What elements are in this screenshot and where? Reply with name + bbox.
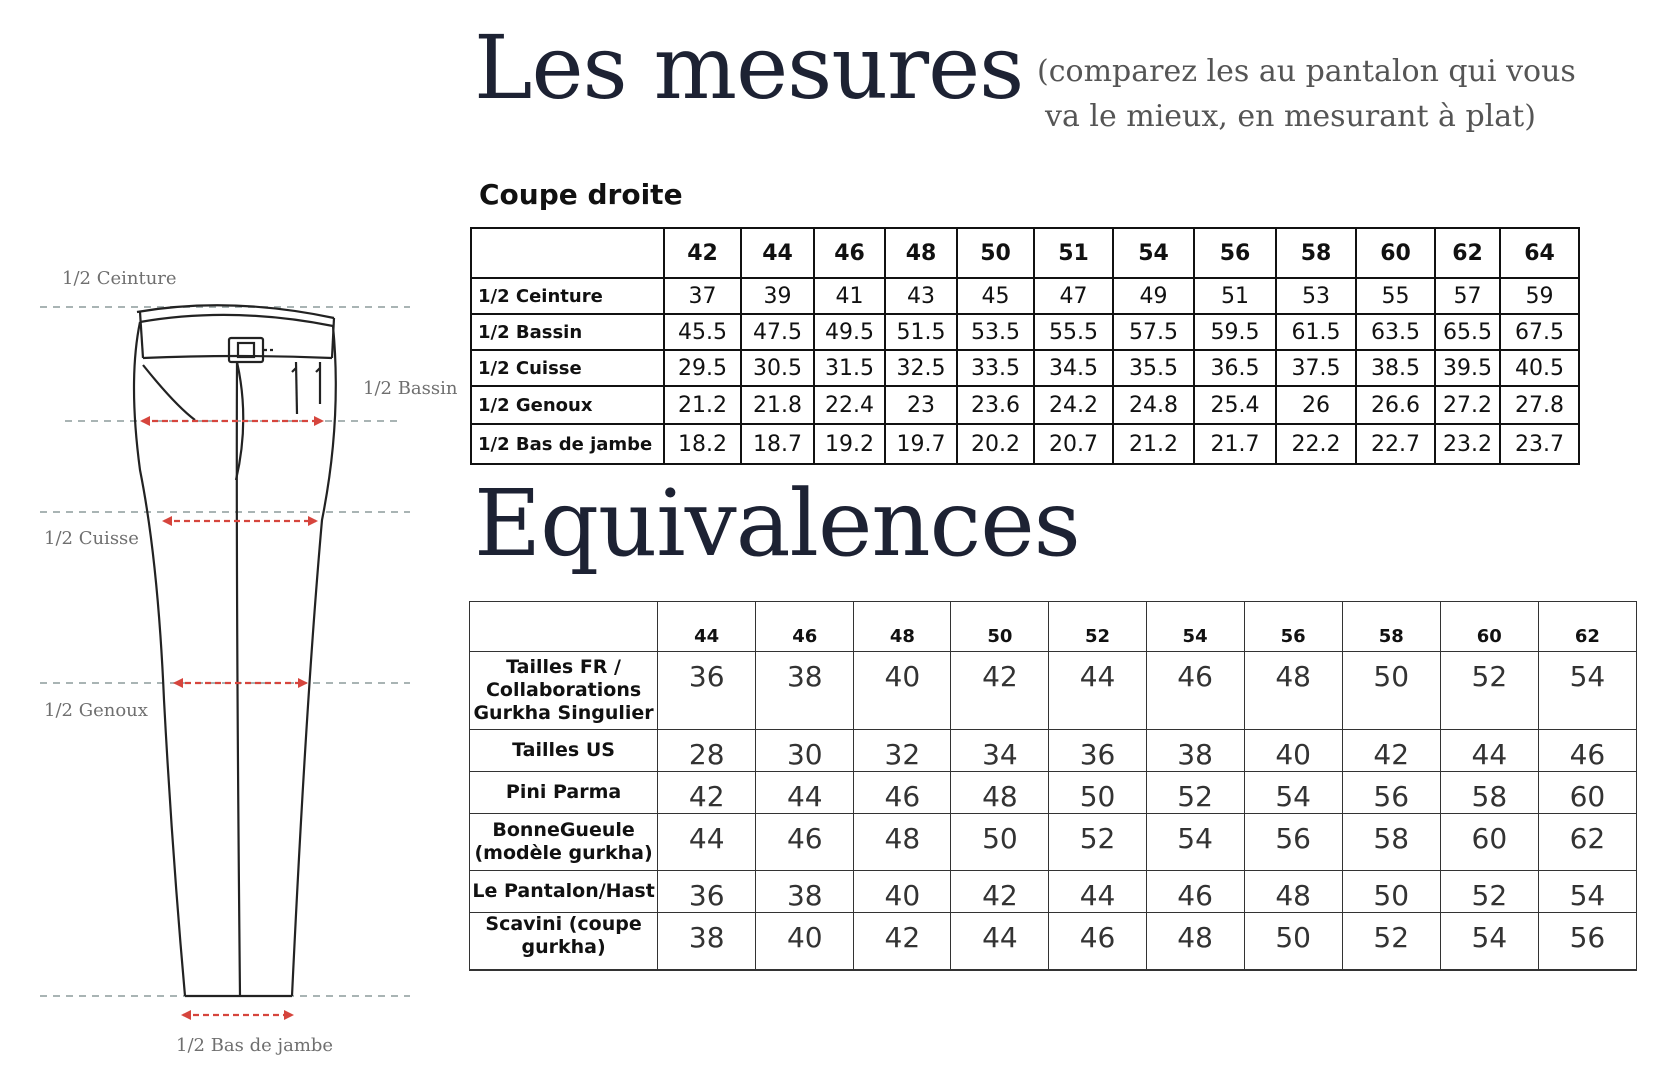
equivalences-table [469, 601, 1637, 971]
equivalence-cell: 50 [1244, 913, 1342, 971]
equivalence-cell: 44 [1049, 871, 1146, 913]
measurement-cell: 47.5 [741, 314, 814, 350]
equivalence-cell: 40 [1244, 730, 1342, 772]
equivalence-cell: 46 [1146, 871, 1244, 913]
equivalence-cell: 38 [1146, 730, 1244, 772]
equivalence-cell: 46 [1146, 652, 1244, 730]
measurement-cell: 49.5 [814, 314, 885, 350]
measurement-cell: 18.7 [741, 424, 814, 464]
measurement-cell: 53.5 [957, 314, 1034, 350]
equivalence-cell: 52 [1342, 913, 1440, 971]
measurement-cell: 24.2 [1034, 386, 1113, 424]
guide-lines [40, 307, 410, 996]
measurement-cell: 25.4 [1194, 386, 1276, 424]
label-bassin: 1/2 Bassin [363, 378, 458, 399]
measurement-cell: 23 [885, 386, 957, 424]
equivalence-cell: 46 [854, 772, 951, 814]
equivalence-cell: 50 [1342, 652, 1440, 730]
measurement-cell: 45 [957, 278, 1034, 314]
equivalence-cell: 44 [658, 814, 756, 871]
measurement-cell: 37 [664, 278, 741, 314]
table-row [471, 278, 1579, 314]
measurement-cell: 20.7 [1034, 424, 1113, 464]
equivalence-cell: 36 [658, 652, 756, 730]
measurement-cell: 29.5 [664, 350, 741, 386]
size-header-cell: 58 [1342, 602, 1440, 652]
row-label: BonneGueule (modèle gurkha) [470, 814, 658, 871]
row-label: 1/2 Bas de jambe [471, 424, 664, 464]
measurement-cell: 30.5 [741, 350, 814, 386]
measurement-cell: 41 [814, 278, 885, 314]
equivalence-cell: 50 [1342, 871, 1440, 913]
size-header-cell: 48 [854, 602, 951, 652]
measurement-cell: 23.2 [1435, 424, 1500, 464]
equivalence-cell: 56 [1342, 772, 1440, 814]
equivalence-cell: 60 [1440, 814, 1538, 871]
row-label: 1/2 Ceinture [471, 278, 664, 314]
trouser-outline [134, 305, 336, 996]
equivalence-cell: 34 [951, 730, 1049, 772]
table-header-row [470, 602, 1637, 652]
table-header-row [471, 228, 1579, 278]
equivalence-cell: 60 [1538, 772, 1636, 814]
label-bas-de-jambe: 1/2 Bas de jambe [176, 1035, 334, 1056]
label-genoux: 1/2 Genoux [44, 700, 148, 721]
equivalence-cell: 30 [756, 730, 854, 772]
measurement-cell: 49 [1113, 278, 1194, 314]
measurement-cell: 35.5 [1113, 350, 1194, 386]
equivalence-cell: 36 [658, 871, 756, 913]
measurement-cell: 18.2 [664, 424, 741, 464]
size-header-cell: 46 [814, 228, 885, 278]
measurement-cell: 21.2 [664, 386, 741, 424]
size-header-cell: 51 [1034, 228, 1113, 278]
row-label: Scavini (coupe gurkha) [470, 913, 658, 971]
measurement-cell: 61.5 [1276, 314, 1356, 350]
measurement-cell: 67.5 [1500, 314, 1579, 350]
page-title: Les mesures [474, 16, 1024, 119]
size-header-cell: 50 [957, 228, 1034, 278]
size-header-cell: 60 [1440, 602, 1538, 652]
equivalence-cell: 54 [1538, 652, 1636, 730]
equivalence-cell: 42 [951, 871, 1049, 913]
equivalence-cell: 32 [854, 730, 951, 772]
measurement-cell: 26.6 [1356, 386, 1435, 424]
row-label: Pini Parma [470, 772, 658, 814]
equivalence-cell: 44 [1049, 652, 1146, 730]
equivalence-cell: 28 [658, 730, 756, 772]
measurement-cell: 34.5 [1034, 350, 1113, 386]
measurement-cell: 27.8 [1500, 386, 1579, 424]
row-label: Le Pantalon/Hast [470, 871, 658, 913]
label-ceinture: 1/2 Ceinture [62, 268, 177, 289]
equivalence-cell: 48 [854, 814, 951, 871]
measurement-cell: 33.5 [957, 350, 1034, 386]
size-header-cell: 56 [1194, 228, 1276, 278]
equivalence-cell: 54 [1538, 871, 1636, 913]
equivalence-cell: 38 [756, 871, 854, 913]
equivalence-cell: 48 [1146, 913, 1244, 971]
equivalence-cell: 62 [1538, 814, 1636, 871]
equivalence-cell: 56 [1244, 814, 1342, 871]
measurement-cell: 47 [1034, 278, 1113, 314]
equivalence-cell: 40 [854, 871, 951, 913]
measurement-cell: 26 [1276, 386, 1356, 424]
measurement-cell: 43 [885, 278, 957, 314]
measurement-cell: 31.5 [814, 350, 885, 386]
equivalence-cell: 42 [658, 772, 756, 814]
measurement-cell: 59.5 [1194, 314, 1276, 350]
measurement-cell: 21.7 [1194, 424, 1276, 464]
header-corner-cell [470, 602, 658, 652]
equivalence-cell: 46 [1049, 913, 1146, 971]
size-header-cell: 42 [664, 228, 741, 278]
equivalence-cell: 44 [1440, 730, 1538, 772]
size-header-cell: 44 [741, 228, 814, 278]
measurement-cell: 19.7 [885, 424, 957, 464]
measurement-cell: 19.2 [814, 424, 885, 464]
equivalence-cell: 52 [1440, 871, 1538, 913]
equivalence-cell: 52 [1440, 652, 1538, 730]
header-corner-cell [471, 228, 664, 278]
equivalence-cell: 48 [1244, 871, 1342, 913]
measurement-cell: 57 [1435, 278, 1500, 314]
equivalence-cell: 58 [1342, 814, 1440, 871]
size-header-cell: 60 [1356, 228, 1435, 278]
size-header-cell: 56 [1244, 602, 1342, 652]
table-row [470, 814, 1637, 871]
table-row [470, 730, 1637, 772]
measurement-cell: 21.8 [741, 386, 814, 424]
measurement-cell: 53 [1276, 278, 1356, 314]
equivalence-cell: 44 [756, 772, 854, 814]
measurement-cell: 45.5 [664, 314, 741, 350]
equivalence-cell: 44 [951, 913, 1049, 971]
section-title-coupe-droite: Coupe droite [479, 178, 683, 211]
row-label: Tailles US [470, 730, 658, 772]
equivalence-cell: 36 [1049, 730, 1146, 772]
size-header-cell: 50 [951, 602, 1049, 652]
equivalence-cell: 46 [1538, 730, 1636, 772]
equivalence-cell: 50 [1049, 772, 1146, 814]
size-header-cell: 44 [658, 602, 756, 652]
measurement-cell: 37.5 [1276, 350, 1356, 386]
measurement-cell: 24.8 [1113, 386, 1194, 424]
row-label: 1/2 Bassin [471, 314, 664, 350]
measurement-cell: 57.5 [1113, 314, 1194, 350]
subtitle-line-1: (comparez les au pantalon qui vous [1037, 54, 1576, 89]
measurement-cell: 22.7 [1356, 424, 1435, 464]
table-row [470, 871, 1637, 913]
measurement-cell: 38.5 [1356, 350, 1435, 386]
equivalence-cell: 52 [1049, 814, 1146, 871]
equivalence-cell: 38 [756, 652, 854, 730]
table-row [471, 314, 1579, 350]
size-header-cell: 46 [756, 602, 854, 652]
equivalence-cell: 42 [854, 913, 951, 971]
equivalence-cell: 50 [951, 814, 1049, 871]
measurement-cell: 55.5 [1034, 314, 1113, 350]
equivalence-cell: 46 [756, 814, 854, 871]
measurement-cell: 22.4 [814, 386, 885, 424]
equivalence-cell: 58 [1440, 772, 1538, 814]
subtitle-line-2: va le mieux, en mesurant à plat) [1045, 99, 1536, 134]
measurement-cell: 36.5 [1194, 350, 1276, 386]
measurement-cell: 55 [1356, 278, 1435, 314]
equivalence-cell: 48 [951, 772, 1049, 814]
table-row [470, 652, 1637, 730]
table-row [471, 350, 1579, 386]
trouser-measurement-diagram [0, 0, 460, 1068]
measurement-cell: 22.2 [1276, 424, 1356, 464]
equivalence-cell: 38 [658, 913, 756, 971]
size-header-cell: 48 [885, 228, 957, 278]
measurement-cell: 23.6 [957, 386, 1034, 424]
size-header-cell: 64 [1500, 228, 1579, 278]
size-header-cell: 62 [1435, 228, 1500, 278]
size-header-cell: 54 [1146, 602, 1244, 652]
equivalence-cell: 56 [1538, 913, 1636, 971]
equivalence-cell: 54 [1244, 772, 1342, 814]
measurement-cell: 20.2 [957, 424, 1034, 464]
measurement-cell: 65.5 [1435, 314, 1500, 350]
measurement-cell: 63.5 [1356, 314, 1435, 350]
table-row [470, 913, 1637, 971]
row-label: 1/2 Genoux [471, 386, 664, 424]
equivalence-cell: 48 [1244, 652, 1342, 730]
row-label: 1/2 Cuisse [471, 350, 664, 386]
measurement-cell: 51.5 [885, 314, 957, 350]
measurement-cell: 27.2 [1435, 386, 1500, 424]
table-row [470, 772, 1637, 814]
equivalence-cell: 54 [1440, 913, 1538, 971]
equivalence-cell: 52 [1146, 772, 1244, 814]
measurement-cell: 23.7 [1500, 424, 1579, 464]
table-row [471, 424, 1579, 464]
size-header-cell: 58 [1276, 228, 1356, 278]
equivalence-cell: 40 [854, 652, 951, 730]
table-row [471, 386, 1579, 424]
equivalence-cell: 42 [1342, 730, 1440, 772]
label-cuisse: 1/2 Cuisse [44, 528, 139, 549]
size-header-cell: 54 [1113, 228, 1194, 278]
measurement-cell: 39 [741, 278, 814, 314]
equivalence-cell: 42 [951, 652, 1049, 730]
measurement-cell: 39.5 [1435, 350, 1500, 386]
equivalences-title: Equivalences [474, 470, 1080, 577]
row-label: Tailles FR / Collaborations Gurkha Singulier [470, 652, 658, 730]
measurement-cell: 32.5 [885, 350, 957, 386]
measurement-cell: 21.2 [1113, 424, 1194, 464]
measurement-cell: 40.5 [1500, 350, 1579, 386]
equivalence-cell: 54 [1146, 814, 1244, 871]
measurement-cell: 51 [1194, 278, 1276, 314]
size-header-cell: 62 [1538, 602, 1636, 652]
measurement-cell: 59 [1500, 278, 1579, 314]
measurements-table [470, 227, 1580, 465]
equivalence-cell: 40 [756, 913, 854, 971]
size-header-cell: 52 [1049, 602, 1146, 652]
